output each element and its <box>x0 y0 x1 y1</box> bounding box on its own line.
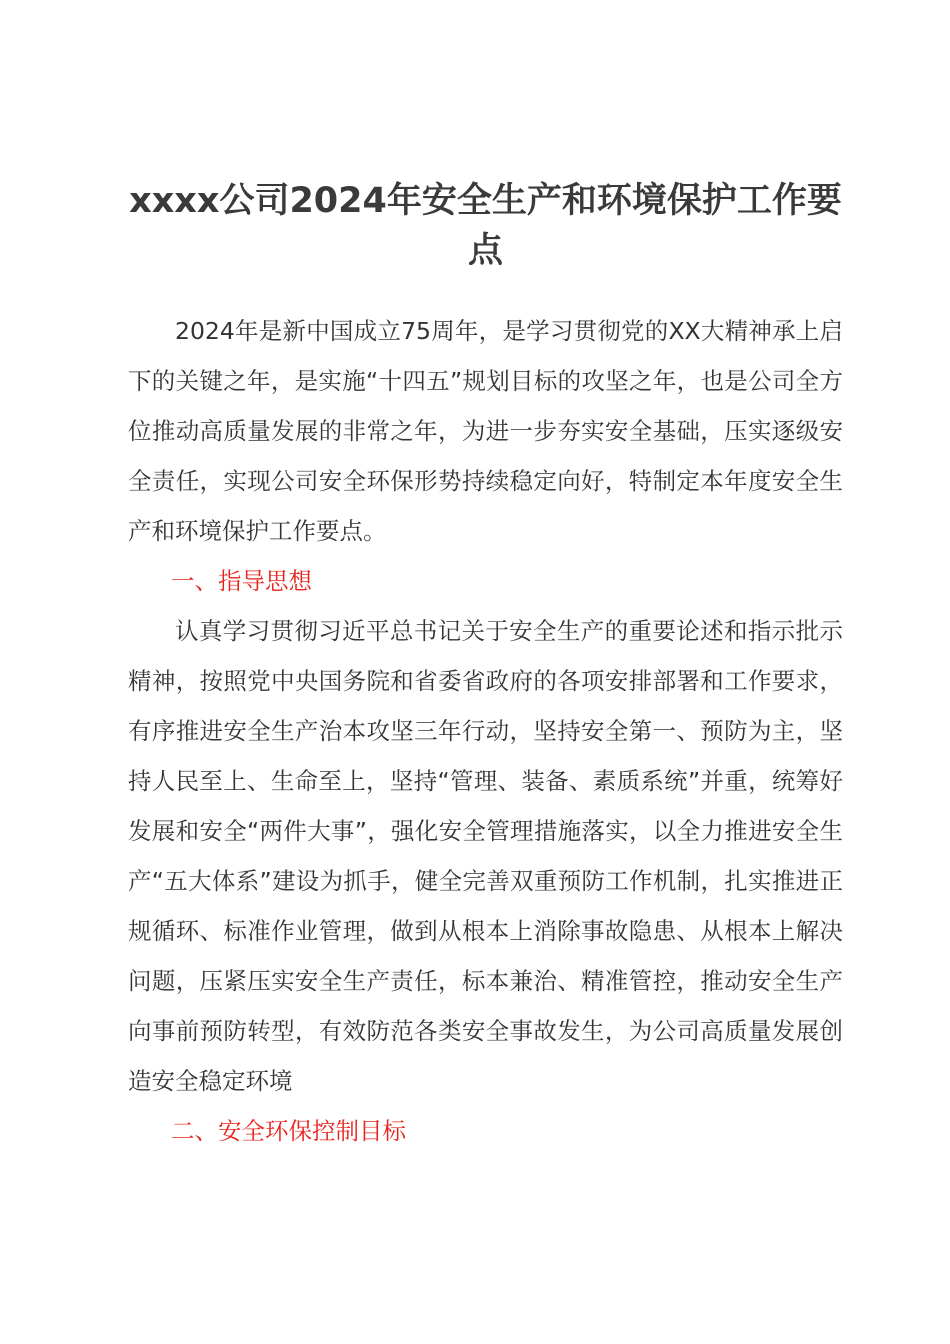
section-heading-guiding-ideology: 一、指导思想 <box>171 567 312 595</box>
intro-paragraph: 2024年是新中国成立75周年，是学习贯彻党的XX大精神承上启下的关键之年，是实施“十四五”规划目标的攻坚之年，也是公司全方位推动高质量发展的非常之年，为进一步夯实安全基础，压实逐级安全责任，实现公司安全环保形势持续稳定向好，特制定本年度安全生产和环境保护工作要点。 <box>128 317 843 545</box>
document-title: xxxx公司2024年安全生产和环境保护工作要点 <box>129 181 842 271</box>
section-heading-control-targets: 二、安全环保控制目标 <box>171 1117 406 1145</box>
guiding-ideology-paragraph: 认真学习贯彻习近平总书记关于安全生产的重要论述和指示批示精神，按照党中央国务院和省委省政府的各项安排部署和工作要求，有序推进安全生产治本攻坚三年行动，坚持安全第一、预防为主，坚持人民至上、生命至上，坚持“管理、装备、素质系统”并重，统筹好发展和安全“两件大事”，强化安全管理措施落实，以全力推进安全生产“五大体系”建设为抓手，健全完善双重预防工作机制，扎实推进正规循环、标准作业管理，做到从根本上消除事故隐患、从根本上解决问题，压紧压实安全生产责任，标本兼治、精准管控，推动安全生产向事前预防转型，有效防范各类安全事故发生，为公司高质量发展创造安全稳定环境 <box>128 617 843 1095</box>
document-content <box>128 176 843 1156</box>
